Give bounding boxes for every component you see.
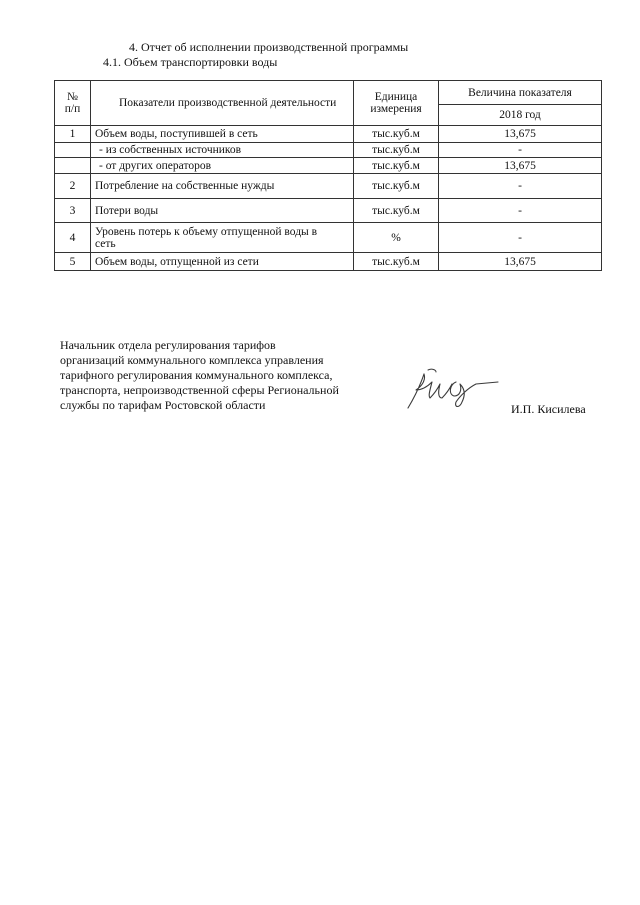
water-transport-table	[54, 80, 602, 271]
signer-name: И.П. Кисилева	[511, 402, 586, 416]
handwritten-signature	[402, 364, 502, 412]
header-indicator: Показатели производственной деятельности	[91, 81, 354, 126]
header-value: Величина показателя	[439, 81, 602, 105]
table-row: 5 Объем воды, отпущенной из сети тыс.куб.м 13,675	[55, 253, 602, 271]
subsection-heading: 4.1. Объем транспортировки воды	[103, 55, 278, 69]
section-heading: 4. Отчет об исполнении производственной программы	[129, 40, 409, 54]
table-row: 1 Объем воды, поступившей в сеть тыс.куб.м 13,675	[55, 126, 602, 143]
header-unit: Единица измерения	[354, 81, 439, 126]
table-row: - от других операторов тыс.куб.м 13,675	[55, 158, 602, 174]
table-row: 4 Уровень потерь к объему отпущенной воды в сеть % -	[55, 223, 602, 253]
table-row: 2 Потребление на собственные нужды тыс.куб.м -	[55, 174, 602, 199]
signatory-position: Начальник отдела регулирования тарифов организаций коммунального комплекса управления тарифного регулирования коммунального комплекса, транспорта, непроизводственной сферы Региональной службы по тарифам Ростовской области	[60, 338, 339, 412]
header-num: № п/п	[55, 81, 91, 126]
table-row: - из собственных источников тыс.куб.м -	[55, 143, 602, 158]
table-row: 3 Потери воды тыс.куб.м -	[55, 199, 602, 223]
header-year: 2018 год	[439, 105, 602, 126]
